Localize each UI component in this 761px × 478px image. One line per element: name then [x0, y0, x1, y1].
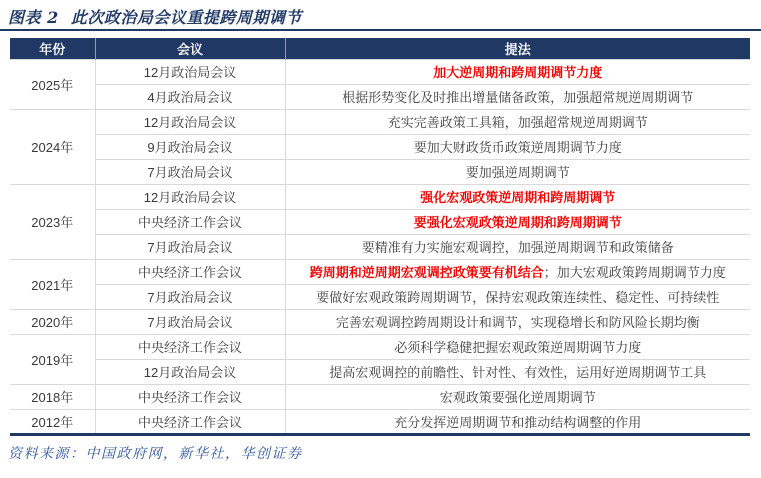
table-row — [10, 234, 750, 259]
meeting-cell: 中央经济工作会议 — [95, 209, 285, 234]
statement-cell — [285, 359, 750, 384]
table-row — [10, 334, 750, 359]
statement-text: 提高宏观调控的前瞻性、针对性、有效性，运用好逆周期调节工具 — [329, 365, 707, 380]
statement-text: 充分发挥逆周期调节和推动结构调整的作用 — [394, 414, 642, 430]
meeting-cell: 中央经济工作会议 — [95, 259, 285, 284]
table-row — [10, 209, 750, 234]
statement-cell — [285, 209, 750, 234]
statement-text: 要精准有力实施宏观调控，加强逆周期调节和政策储备 — [361, 240, 674, 255]
meeting-cell: 4月政治局会议 — [95, 84, 285, 109]
year-cell-2020: 2020年 — [10, 309, 95, 334]
statement-text: 必须科学稳健把握宏观政策逆周期调节力度 — [394, 340, 642, 355]
statement-emphasis: 强化宏观政策逆周期和跨周期调节 — [420, 190, 616, 205]
meeting-cell: 7月政治局会议 — [95, 284, 285, 309]
statement-cell — [285, 109, 750, 134]
data-source-note: 资料来源：中国政府网，新华社，华创证券 — [8, 446, 303, 462]
table-row — [10, 284, 750, 309]
meeting-cell: 12月政治局会议 — [95, 59, 285, 84]
title-divider-line — [0, 29, 761, 31]
meeting-cell: 12月政治局会议 — [95, 359, 285, 384]
table-row — [10, 159, 750, 184]
meeting-cell: 中央经济工作会议 — [95, 409, 285, 434]
table-row — [10, 259, 750, 284]
exhibit-title: 图表 2 此次政治局会议重提跨周期调节 — [8, 8, 302, 27]
meeting-cell: 7月政治局会议 — [95, 159, 285, 184]
meeting-cell: 7月政治局会议 — [95, 309, 285, 334]
table-row — [10, 384, 750, 409]
statement-cell — [285, 384, 750, 409]
statement-cell — [285, 84, 750, 109]
year-cell-2019: 2019年 — [10, 334, 95, 384]
meeting-cell: 7月政治局会议 — [95, 234, 285, 259]
table-header-row — [10, 38, 750, 59]
statement-cell — [285, 409, 750, 434]
statement-cell — [285, 184, 750, 209]
column-header-meeting: 会议 — [95, 38, 285, 59]
statement-cell — [285, 59, 750, 84]
statement-text: ；加大宏观政策跨周期调节力度 — [543, 265, 726, 280]
year-cell-2012: 2012年 — [10, 409, 95, 434]
statement-text: 要加强逆周期调节 — [465, 165, 570, 180]
statement-cell — [285, 234, 750, 259]
table-row — [10, 184, 750, 209]
meeting-cell: 中央经济工作会议 — [95, 334, 285, 359]
statement-cell — [285, 309, 750, 334]
meeting-cell: 中央经济工作会议 — [95, 384, 285, 409]
statement-emphasis: 跨周期和逆周期宏观调控政策要有机结合 — [309, 265, 544, 280]
table-row — [10, 59, 750, 84]
year-cell-2021: 2021年 — [10, 259, 95, 309]
statement-cell — [285, 134, 750, 159]
statement-text: 要做好宏观政策跨周期调节，保持宏观政策连续性、稳定性、可持续性 — [316, 290, 720, 305]
statement-text: 完善宏观调控跨周期设计和调节，实现稳增长和防风险长期均衡 — [335, 315, 700, 330]
table-row — [10, 84, 750, 109]
table-row — [10, 409, 750, 434]
table-row — [10, 109, 750, 134]
statement-cell — [285, 284, 750, 309]
statement-text: 要加大财政货币政策逆周期调节力度 — [413, 140, 622, 155]
statement-text: 充实完善政策工具箱，加强超常规逆周期调节 — [387, 115, 648, 130]
statement-emphasis: 加大逆周期和跨周期调节力度 — [433, 65, 603, 80]
statement-emphasis: 要强化宏观政策逆周期和跨周期调节 — [413, 215, 622, 230]
policy-meetings-table — [10, 38, 750, 436]
meeting-cell: 12月政治局会议 — [95, 109, 285, 134]
column-header-statement: 提法 — [285, 38, 750, 59]
table-row — [10, 134, 750, 159]
table-row — [10, 359, 750, 384]
meeting-cell: 12月政治局会议 — [95, 184, 285, 209]
statement-cell — [285, 259, 750, 284]
column-header-year: 年份 — [10, 38, 95, 59]
meeting-cell: 9月政治局会议 — [95, 134, 285, 159]
year-cell-2024: 2024年 — [10, 109, 95, 184]
table-row — [10, 309, 750, 334]
statement-cell — [285, 159, 750, 184]
year-cell-2025: 2025年 — [10, 59, 95, 109]
statement-cell — [285, 334, 750, 359]
statement-text: 根据形势变化及时推出增量储备政策，加强超常规逆周期调节 — [342, 90, 694, 105]
statement-text: 宏观政策要强化逆周期调节 — [439, 390, 596, 405]
year-cell-2023: 2023年 — [10, 184, 95, 259]
year-cell-2018: 2018年 — [10, 384, 95, 409]
